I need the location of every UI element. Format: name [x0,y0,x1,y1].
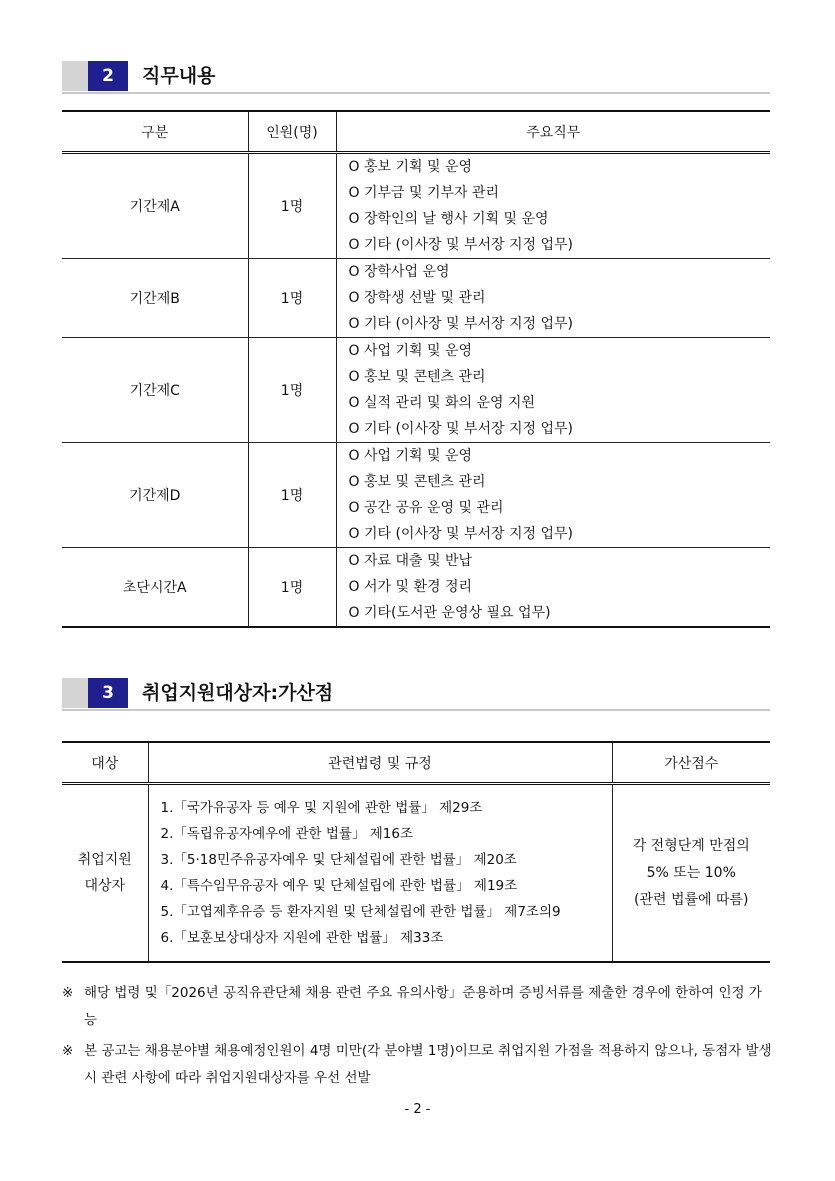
table-row [62,259,770,338]
note [62,1038,774,1092]
duty-item: O 기부금 및 기부자 관리 [348,185,500,201]
header-laws: 관련법령 및 규정 [148,742,612,784]
row-category: 기간제B [62,259,248,338]
row-count: 1명 [248,548,336,628]
duty-item: O 홍보 기획 및 운영 [348,159,472,175]
row-count: 1명 [248,443,336,548]
table-row [62,338,770,443]
bonus-table-header [62,742,770,784]
heading-gray-block [62,678,88,708]
header-points: 가산점수 [612,742,770,784]
law-item: 1.「국가유공자 등 예우 및 지원에 관한 법률」 제29조 [160,800,483,816]
law-item: 4.「특수임무유공자 예우 및 단체설립에 관한 법률」 제19조 [160,878,518,894]
table-row [62,443,770,548]
header-category: 구분 [62,111,248,153]
heading-gray-block [62,61,88,91]
row-category: 기간제D [62,443,248,548]
row-count: 1명 [248,338,336,443]
header-count: 인원(명) [248,111,336,153]
header-target: 대상 [62,742,148,784]
row-duties [336,548,770,628]
duty-item: O 자료 대출 및 반납 [348,553,472,569]
row-duties [336,259,770,338]
row-duties [336,338,770,443]
duty-item: O 기타(도서관 운영상 필요 업무) [348,605,551,621]
law-item: 3.「5·18민주유공자예우 및 단체설립에 관한 법률」 제20조 [160,852,517,868]
law-item: 5.「고엽제후유증 등 환자지원 및 단체설립에 관한 법률」 제7조의9 [160,904,561,920]
page-number: - 2 - [404,1102,431,1117]
duty-item: O 사업 기획 및 운영 [348,448,472,464]
row-count: 1명 [248,153,336,259]
duty-item: O 기타 (이사장 및 부서장 지정 업무) [348,237,573,253]
duty-item: O 장학생 선발 및 관리 [348,290,486,306]
section-title: 취업지원대상자:가산점 [142,682,334,704]
heading-rule [62,709,770,711]
note-text: 해당 법령 및「2026년 공직유관단체 채용 관련 주요 유의사항」준용하며 증빙서류를 제출한 경우에 한하여 인정 가능 [84,985,762,1028]
section-number: 2 [88,61,128,91]
target-cell [62,784,148,963]
duty-item: O 홍보 및 콘텐츠 관리 [348,369,486,385]
duty-item: O 장학사업 운영 [348,264,450,280]
points-cell [612,784,770,963]
duty-item: O 기타 (이사장 및 부서장 지정 업무) [348,526,573,542]
duty-item: O 사업 기획 및 운영 [348,343,472,359]
section-3-heading [62,678,770,712]
row-count: 1명 [248,259,336,338]
duty-table-header [62,111,770,153]
row-category: 기간제A [62,153,248,259]
points-line: 5% 또는 10% [646,864,736,881]
table-row [62,784,770,963]
row-duties [336,443,770,548]
target-line: 취업지원 [77,852,132,868]
laws-cell [148,784,612,963]
target-line: 대상자 [84,878,126,894]
note-mark: ※ [62,985,74,1001]
note-text: 본 공고는 채용분야별 채용예정인원이 4명 미만(각 분야별 1명)이므로 취업지원 가점을 적용하지 않으나, 동점자 발생 시 관련 사항에 따라 취업지원대상자를 우선 선발 [84,1043,772,1086]
table-row [62,153,770,259]
duty-table [62,110,770,628]
note-mark: ※ [62,1043,74,1059]
row-duties [336,153,770,259]
row-category: 초단시간A [62,548,248,628]
duty-item: O 장학인의 날 행사 기획 및 운영 [348,211,549,227]
section-number: 3 [88,678,128,708]
section-2-heading [62,61,770,95]
points-line: 각 전형단계 만점의 [632,837,750,854]
duty-item: O 공간 공유 운영 및 관리 [348,500,504,516]
row-category: 기간제C [62,338,248,443]
duty-item: O 홍보 및 콘텐츠 관리 [348,474,486,490]
duty-item: O 기타 (이사장 및 부서장 지정 업무) [348,316,573,332]
note [62,980,774,1034]
duty-item: O 기타 (이사장 및 부서장 지정 업무) [348,421,573,437]
table-row [62,548,770,628]
heading-rule [62,92,770,94]
bonus-table [62,741,770,963]
section-title: 직무내용 [142,65,216,87]
header-duties: 주요직무 [336,111,770,153]
law-item: 2.「독립유공자예우에 관한 법률」 제16조 [160,826,414,842]
law-item: 6.「보훈보상대상자 지원에 관한 법률」 제33조 [160,930,444,946]
points-line: (관련 법률에 따름) [634,891,749,908]
duty-item: O 실적 관리 및 화의 운영 지원 [348,395,535,411]
duty-item: O 서가 및 환경 정리 [348,579,472,595]
